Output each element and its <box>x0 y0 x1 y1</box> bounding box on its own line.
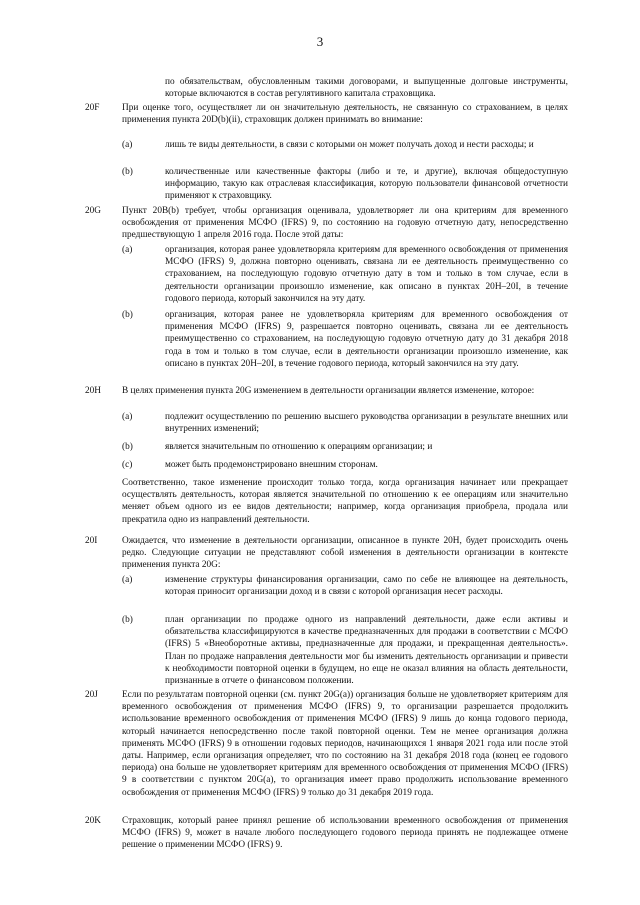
intro-continuation: по обязательствам, обусловленным такими договорами, и выпущенные долговые инструменты, которые включаются в состав регулятивного капитала страховщика. <box>165 77 568 100</box>
paragraph-text: Страховщик, который ранее принял решение об использовании временного освобождения от применения МСФО (IFRS) 9, может в начале любого последующего годового периода принять не подлежащее отмене решение о применении МСФО (IFRS) 9. <box>122 816 568 851</box>
paragraph-number: 20F <box>85 103 100 113</box>
item-text: организация, которая ранее удовлетворяла критериям для временного освобождения от применения МСФО (IFRS) 9, должна повторно оценивать, связана ли ее деятельность преимущественно со страхованием, на последующую годовую отчетную дату в том и только в том случае, если в деятельности организации произошло изменение, как описано в пунктах 20H–20I, в течение годового периода, который закончился на эту дату. <box>165 245 568 304</box>
paragraph-text: При оценке того, осуществляет ли он значительную деятельность, не связанную со страхованием, в целях применения пункта 20D(b)(ii), страховщик должен принимать во внимание: <box>122 103 568 126</box>
item-label: (b) <box>122 442 133 452</box>
page-number: 3 <box>316 34 324 49</box>
paragraph-number: 20G <box>85 206 102 216</box>
item-label: (b) <box>122 310 133 320</box>
item-text: количественные или качественные факторы (либо и те, и другие), включая общедоступную информацию, такую как отраслевая классификация, которую пользователи финансовой отчетности применяют к страховщику. <box>165 167 568 202</box>
item-label: (b) <box>122 167 133 177</box>
paragraph-text: В целях применения пункта 20G изменением в деятельности организации является изменение, которое: <box>122 386 535 396</box>
paragraph-text: Пункт 20B(b) требует, чтобы организация оценивала, удовлетворяет ли она критериям для временного освобождения от применения МСФО (IFRS) 9, по состоянию на годовую отчетную дату, непосредственно предшествующую 1 апреля 2016 года. После этой даты: <box>122 206 568 241</box>
item-label: (a) <box>122 412 133 422</box>
item-label: (a) <box>122 140 133 150</box>
paragraph-continuation: Соответственно, такое изменение происходит только тогда, когда организация начинает или прекращает осуществлять деятельность, которая является значительной по отношению к ее операциям или значительно меняет объем одного из ее видов деятельности; например, когда организация приобрела, продала или прекратила одно из направлений деятельности. <box>122 478 568 525</box>
item-text: является значительным по отношению к операциям организации; и <box>165 442 433 452</box>
item-text: изменение структуры финансирования организации, само по себе не влияющее на деятельность, которая приносит организации доход и в связи с которой организация несет расходы. <box>165 575 568 598</box>
item-label: (c) <box>122 460 133 470</box>
item-text: подлежит осуществлению по решению высшего руководства организации в результате внешних или внутренних изменений; <box>165 412 568 435</box>
item-text: план организации по продаже одного из направлений деятельности, даже если активы и обязательства классифицируются в качестве предназначенных для продажи в соответствии с МСФО (IFRS) 5 «Внеоборотные активы, предназначенные для продажи, и прекращенная деятельность». План по продаже направления деятельности мог бы изменить деятельность организации и привести к необходимости повторной оценки в будущем, но еще не оказал влияния на область деятельности, признанные в отчете о финансовом положении. <box>165 615 568 687</box>
paragraph-number: 20H <box>85 386 102 396</box>
paragraph-text: Если по результатам повторной оценки (см. пункт 20G(a)) организация больше не удовлетворяет критериям для временного освобождения от применения МСФО (IFRS) 9, то организации разрешается продолжить использование временного освобождения от применения МСФО (IFRS) 9 лишь до конца годового периода, который начинается непосредственно после такой повторной оценки. Тем не менее организация должна применять МСФО (IFRS) 9 в отношении годовых периодов, начинающихся 1 января 2021 года или после этой даты. Например, если организация определяет, что по состоянию на 31 декабря 2018 года (конец ее годового периода) она больше не удовлетворяет критериям для временного освобождения от применения МСФО (IFRS) 9 в соответствии с пунктом 20G(a), то организация имеет право продолжить использование временного освобождения от применения МСФО (IFRS) 9 только до 31 декабря 2019 года. <box>122 690 568 798</box>
item-label: (a) <box>122 575 133 585</box>
paragraph-text: Ожидается, что изменение в деятельности организации, описанное в пункте 20H, будет происходить очень редко. Следующие ситуации не представляют собой изменения в деятельности организации в контексте применения пункта 20G: <box>122 536 568 571</box>
item-text: лишь те виды деятельности, в связи с которыми он может получать доход и нести расходы; и <box>165 140 534 150</box>
item-label: (a) <box>122 245 133 255</box>
paragraph-number: 20I <box>85 536 98 546</box>
paragraph-number: 20K <box>85 816 102 826</box>
item-label: (b) <box>122 615 133 625</box>
item-text: организация, которая ранее не удовлетворяла критериям для временного освобождения от применения МСФО (IFRS) 9, разрешается повторно оценивать, связана ли ее деятельность преимущественно со страхованием, на последующую годовую отчетную дату до 31 декабря 2018 года в том и только в том случае, если в деятельности организации произошло изменение, как описано в пунктах 20H–20I, в течение годового периода, который закончился на эту дату. <box>165 310 568 369</box>
paragraph-number: 20J <box>85 690 98 700</box>
item-text: может быть продемонстрировано внешним сторонам. <box>165 460 378 470</box>
